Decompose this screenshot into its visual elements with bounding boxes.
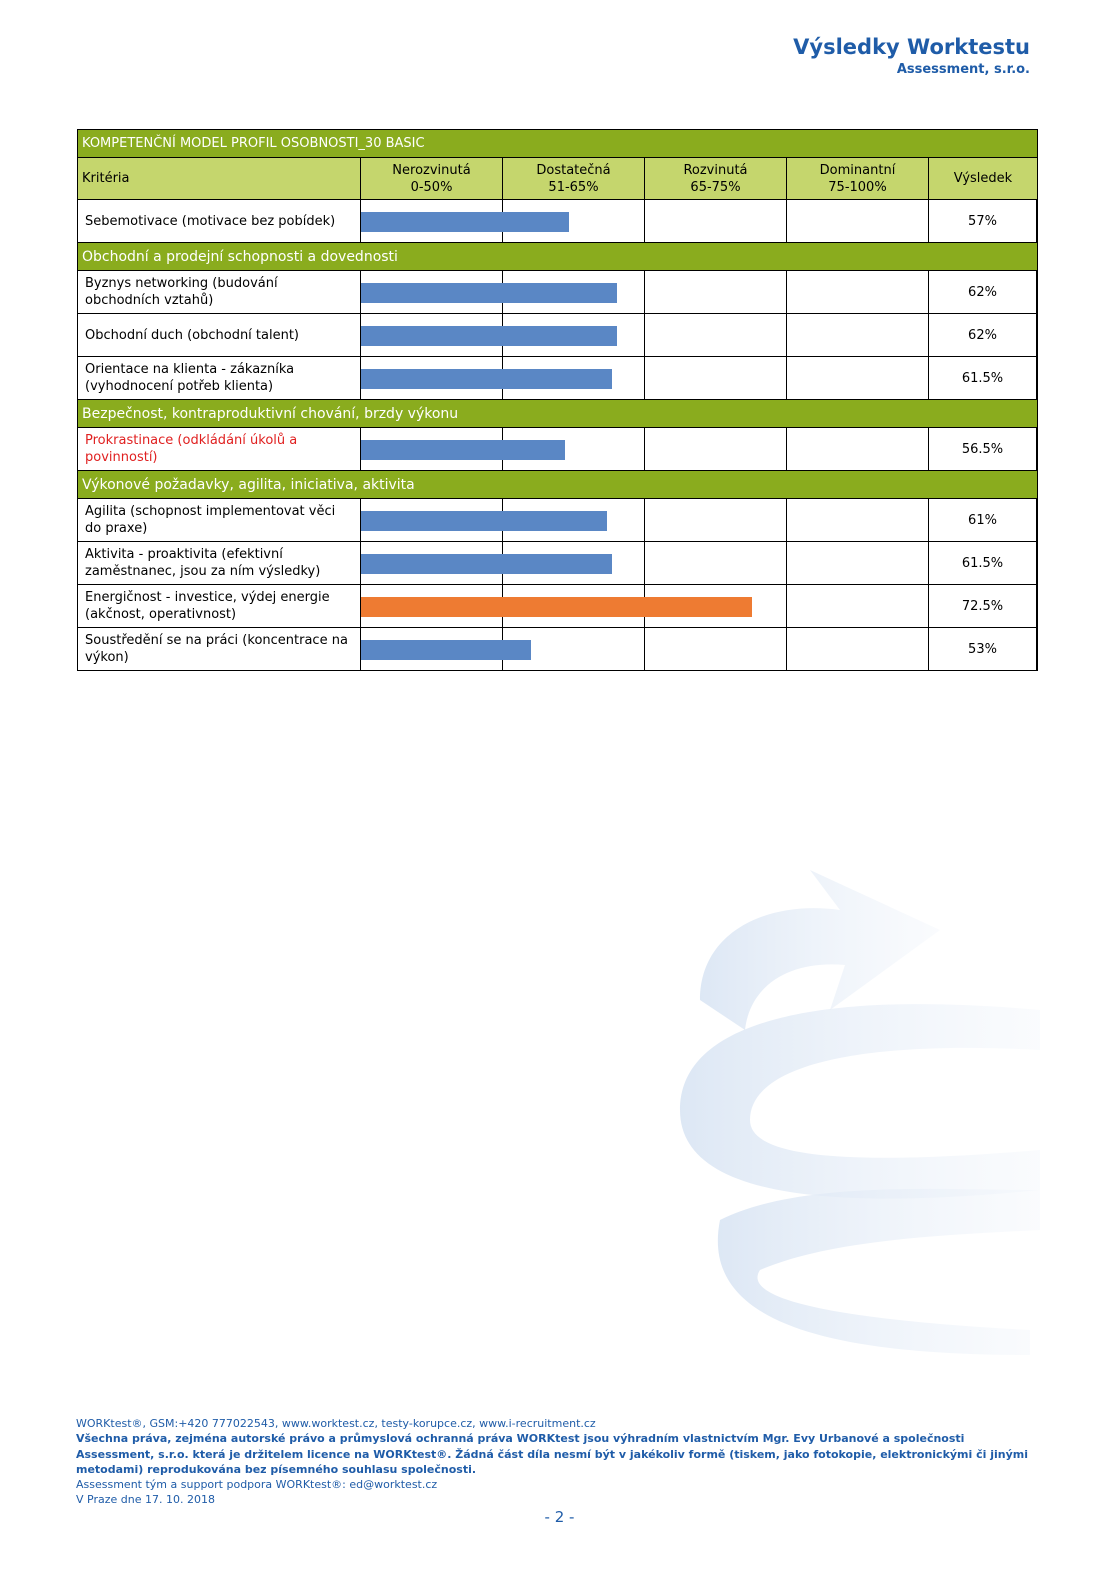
band-cell [361,428,503,470]
section-header: Výkonové požadavky, agilita, iniciativa, aktivita [77,471,1038,499]
result-value: 61% [929,499,1037,541]
band-cell [787,428,929,470]
criterion-label: Soustředění se na práci (koncentrace na výkon) [78,628,361,670]
col-band-3 [645,158,787,199]
band-cell [787,357,929,399]
section-header: Bezpečnost, kontraproduktivní chování, brzdy výkonu [77,400,1038,428]
band-2-name: Dostatečná [536,162,611,178]
criterion-row [77,542,1038,585]
watermark-logo-icon [640,860,1060,1360]
result-value: 62% [929,314,1037,356]
band-cell [503,585,645,627]
column-header-row [77,158,1038,200]
band-cell [645,200,787,242]
table-body [77,200,1038,671]
report-title: Výsledky Worktestu [793,35,1030,59]
criterion-label: Agilita (schopnost implementovat věci do praxe) [78,499,361,541]
criterion-label: Orientace na klienta - zákazníka (vyhodnocení potřeb klienta) [78,357,361,399]
result-value: 62% [929,271,1037,313]
result-value: 57% [929,200,1037,242]
criterion-row [77,271,1038,314]
col-result: Výsledek [953,171,1013,186]
band-3-name: Rozvinutá [683,162,748,178]
result-value: 61.5% [929,542,1037,584]
band-cell [787,628,929,670]
band-cell [645,428,787,470]
footer-copyright: Všechna práva, zejména autorské právo a průmyslová ochranná práva WORKtest jsou výhradním vlastnictvím Mgr. Evy Urbanové a společnosti Assessment, s.r.o. která je držitelem licence na WORKtest®. Žádná část díla nesmí být v jakékoliv formě (tiskem, jako fotokopie, elektronickými či jinými metodami) reprodukována bez písemného souhlasu společnosti. [76,1432,1029,1476]
band-cell [503,499,645,541]
band-cell [645,357,787,399]
criterion-label: Obchodní duch (obchodní talent) [78,314,361,356]
result-value: 56.5% [929,428,1037,470]
band-cell [645,499,787,541]
result-value: 53% [929,628,1037,670]
band-3-range: 65-75% [690,179,741,195]
footer-date: V Praze dne 17. 10. 2018 [76,1493,215,1507]
band-cell [645,628,787,670]
band-cell [361,271,503,313]
result-value: 61.5% [929,357,1037,399]
footer-support: Assessment tým a support podpora WORKtest®: ed@worktest.cz [76,1478,438,1492]
band-cell [503,271,645,313]
band-2-range: 51-65% [548,179,599,195]
result-value: 72.5% [929,585,1037,627]
criterion-label: Prokrastinace (odkládání úkolů a povinností) [78,428,361,470]
table-title: KOMPETENČNÍ MODEL PROFIL OSOBNOSTI_30 BASIC [77,129,1038,158]
band-cell [787,271,929,313]
band-cell [787,314,929,356]
band-cell [361,200,503,242]
col-criteria: Kritéria [78,158,361,199]
page-number: - 2 - [544,1508,575,1526]
col-band-1 [361,158,503,199]
band-1-range: 0-50% [410,179,453,195]
band-cell [645,271,787,313]
criterion-row [77,585,1038,628]
band-cell [645,314,787,356]
criterion-label: Sebemotivace (motivace bez pobídek) [78,200,361,242]
band-cell [787,499,929,541]
criterion-row [77,314,1038,357]
band-cell [645,585,787,627]
col-band-4 [787,158,929,199]
band-cell [503,200,645,242]
criterion-row [77,428,1038,471]
band-4-name: Dominantní [819,162,896,178]
band-cell [361,314,503,356]
criterion-row [77,628,1038,671]
report-header [793,34,1030,78]
band-cell [787,542,929,584]
criterion-row [77,357,1038,400]
band-4-range: 75-100% [828,179,887,195]
col-band-2 [503,158,645,199]
band-cell [503,428,645,470]
band-cell [503,357,645,399]
criterion-label: Byznys networking (budování obchodních vztahů) [78,271,361,313]
band-cell [503,628,645,670]
band-cell [787,585,929,627]
criterion-row [77,499,1038,542]
band-cell [787,200,929,242]
section-header: Obchodní a prodejní schopnosti a dovednosti [77,243,1038,271]
footer-contact: WORKtest®, GSM:+420 777022543, www.worktest.cz, testy-korupce.cz, www.i-recruitment.cz [76,1417,596,1430]
band-cell [361,542,503,584]
band-cell [361,585,503,627]
band-cell [503,542,645,584]
criterion-label: Energičnost - investice, výdej energie (akčnost, operativnost) [78,585,361,627]
band-cell [361,499,503,541]
band-1-name: Nerozvinutá [392,162,471,178]
competency-table [77,129,1038,671]
company-name: Assessment, s.r.o. [896,62,1030,77]
footer [76,1416,1046,1508]
band-cell [361,628,503,670]
band-cell [361,357,503,399]
criterion-label: Aktivita - proaktivita (efektivní zaměstnanec, jsou za ním výsledky) [78,542,361,584]
band-cell [645,542,787,584]
criterion-row [77,200,1038,243]
band-cell [503,314,645,356]
